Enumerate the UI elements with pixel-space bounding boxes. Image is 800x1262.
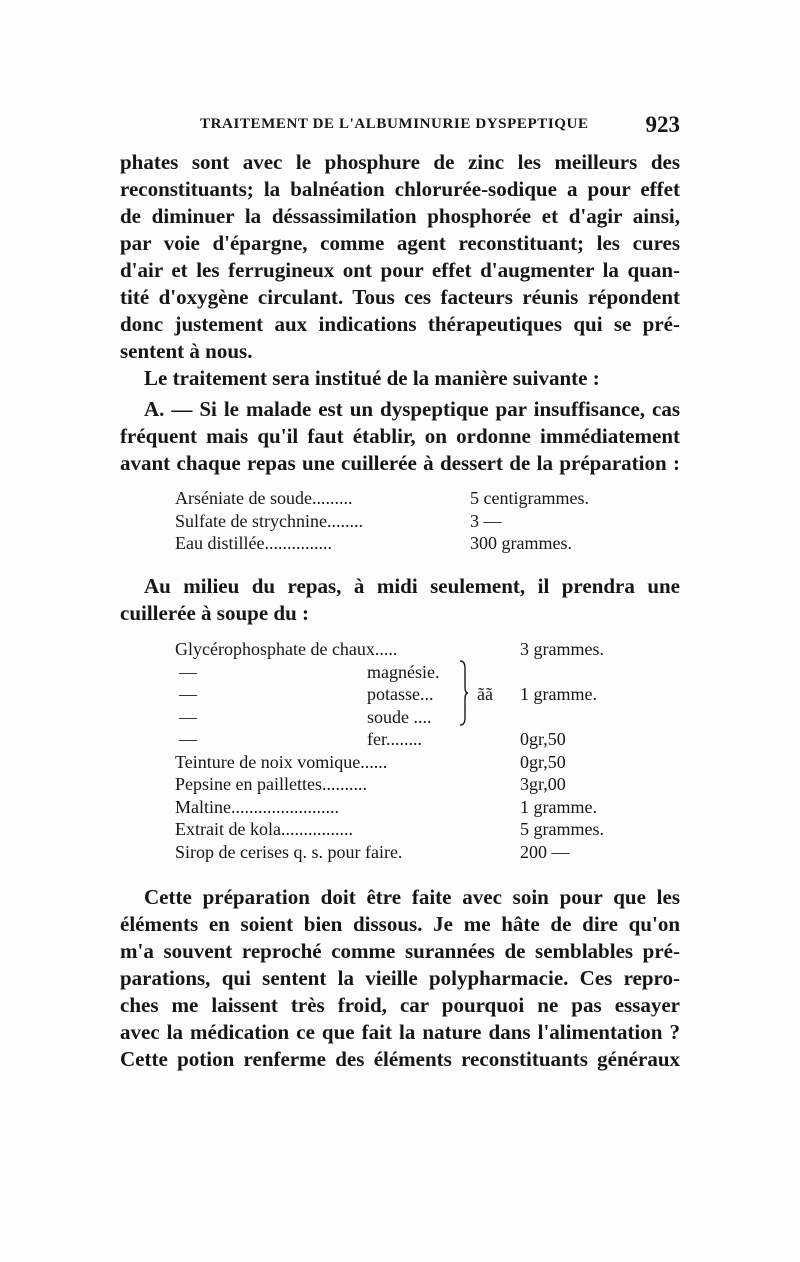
ditto-dash: —: [179, 729, 197, 749]
recipe-row: [175, 841, 675, 864]
text-line: avant chaque repas une cuillerée à dessert de la préparation :: [120, 451, 680, 475]
paragraph-repas: [120, 573, 680, 627]
ditto-dash: —: [179, 661, 197, 682]
ingredient-quantity: 1 gramme.: [520, 684, 597, 704]
recipe-row: [175, 751, 675, 774]
ditto-dash: —: [179, 706, 197, 727]
ingredient-quantity: 5 grammes.: [520, 819, 604, 839]
text-line: Cette potion renferme des éléments reconstituants généraux: [120, 1047, 680, 1071]
text-line: d'air et les ferrugineux ont pour effet d'augmenter la quan-: [120, 258, 680, 282]
ditto-dash: —: [179, 684, 197, 704]
ingredient-name: magnésie.: [367, 661, 440, 682]
recipe-row: [175, 638, 675, 661]
curly-brace-icon: [459, 660, 469, 726]
text-line: fréquent mais qu'il faut établir, on ordonne immédiatement: [120, 424, 680, 448]
recipe-row: [175, 728, 675, 751]
ingredient-name: fer........: [367, 729, 422, 749]
running-title: TRAITEMENT DE L'ALBUMINURIE DYSPEPTIQUE: [200, 116, 589, 132]
ingredient-name: soude ....: [367, 706, 432, 727]
ingredient-name: Sulfate de strychnine........: [175, 510, 363, 531]
text-line: Le traitement sera institué de la manière suivante :: [144, 366, 600, 390]
ingredient-name: Maltine........................: [175, 796, 339, 817]
text-line: A. — Si le malade est un dyspeptique par insuffisance, cas: [144, 397, 680, 421]
text-line: donc justement aux indications thérapeutiques qui se pré-: [120, 312, 680, 336]
recipe-row: [175, 661, 675, 684]
ingredient-quantity: 300 grammes.: [470, 533, 572, 553]
ingredient-name: Extrait de kola................: [175, 819, 353, 839]
ingredient-quantity: 3 grammes.: [520, 639, 604, 659]
text-line: phates sont avec le phosphure de zinc les meilleurs des: [120, 150, 680, 174]
text-line: parations, qui sentent la vieille polypharmacie. Ces repro-: [120, 966, 680, 990]
text-line: avec la médication ce que fait la nature dans l'alimentation ?: [120, 1020, 680, 1044]
ingredient-name: Teinture de noix vomique......: [175, 751, 388, 772]
ingredient-quantity: 200 —: [520, 841, 570, 862]
recipe-row: [175, 796, 675, 819]
ingredient-name: Eau distillée...............: [175, 533, 332, 553]
ingredient-name: potasse...: [367, 684, 434, 704]
paragraph-traitement: [120, 365, 680, 392]
text-line: Cette préparation doit être faite avec soin pour que les: [144, 885, 680, 909]
page-number: 923: [645, 112, 680, 137]
recipe-row: [175, 683, 675, 706]
ingredient-name: Sirop de cerises q. s. pour faire.: [175, 841, 403, 862]
text-line: reconstituants; la balnéation chlorurée-sodique a pour effet: [120, 177, 680, 201]
ingredient-quantity: 3gr,00: [520, 774, 566, 794]
ingredient-quantity: 0gr,50: [520, 729, 566, 749]
text-line: ches me laissent très froid, car pourquoi ne pas essayer: [120, 993, 680, 1017]
ingredient-quantity: 0gr,50: [520, 751, 566, 772]
text-line: m'a souvent reproché comme surannées de semblables pré-: [120, 939, 680, 963]
recipe-row: [175, 773, 675, 796]
text-line: sentent à nous.: [120, 339, 253, 363]
ingredient-name: Glycérophosphate de chaux.....: [175, 639, 398, 659]
text-line: Au milieu du repas, à midi seulement, il prendra une: [144, 574, 680, 598]
text-line: éléments en soient bien dissous. Je me hâte de dire qu'on: [120, 912, 680, 936]
paragraph-preparation: [120, 884, 680, 1073]
recipe-row: [175, 818, 675, 841]
paragraph-case-a: [120, 396, 680, 477]
page-header: [120, 112, 680, 142]
recipe-soupe: [175, 638, 675, 868]
ingredient-quantity: 5 centigrammes.: [470, 488, 589, 508]
ingredient-quantity: 1 gramme.: [520, 796, 597, 817]
ana-label: ãã: [477, 684, 493, 704]
ingredient-name: Pepsine en paillettes..........: [175, 774, 367, 794]
ingredient-name: Arséniate de soude.........: [175, 488, 353, 508]
text-line: de diminuer la déssassimilation phosphorée et d'agir ainsi,: [120, 204, 680, 228]
text-line: tité d'oxygène circulant. Tous ces facteurs réunis répondent: [120, 285, 680, 309]
text-line: par voie d'épargne, comme agent reconstituant; les cures: [120, 231, 680, 255]
recipe-row: [175, 706, 675, 729]
text-line: cuillerée à soupe du :: [120, 601, 309, 625]
ingredient-quantity: 3 —: [470, 510, 502, 531]
paragraph-reconstituants: [120, 149, 680, 365]
